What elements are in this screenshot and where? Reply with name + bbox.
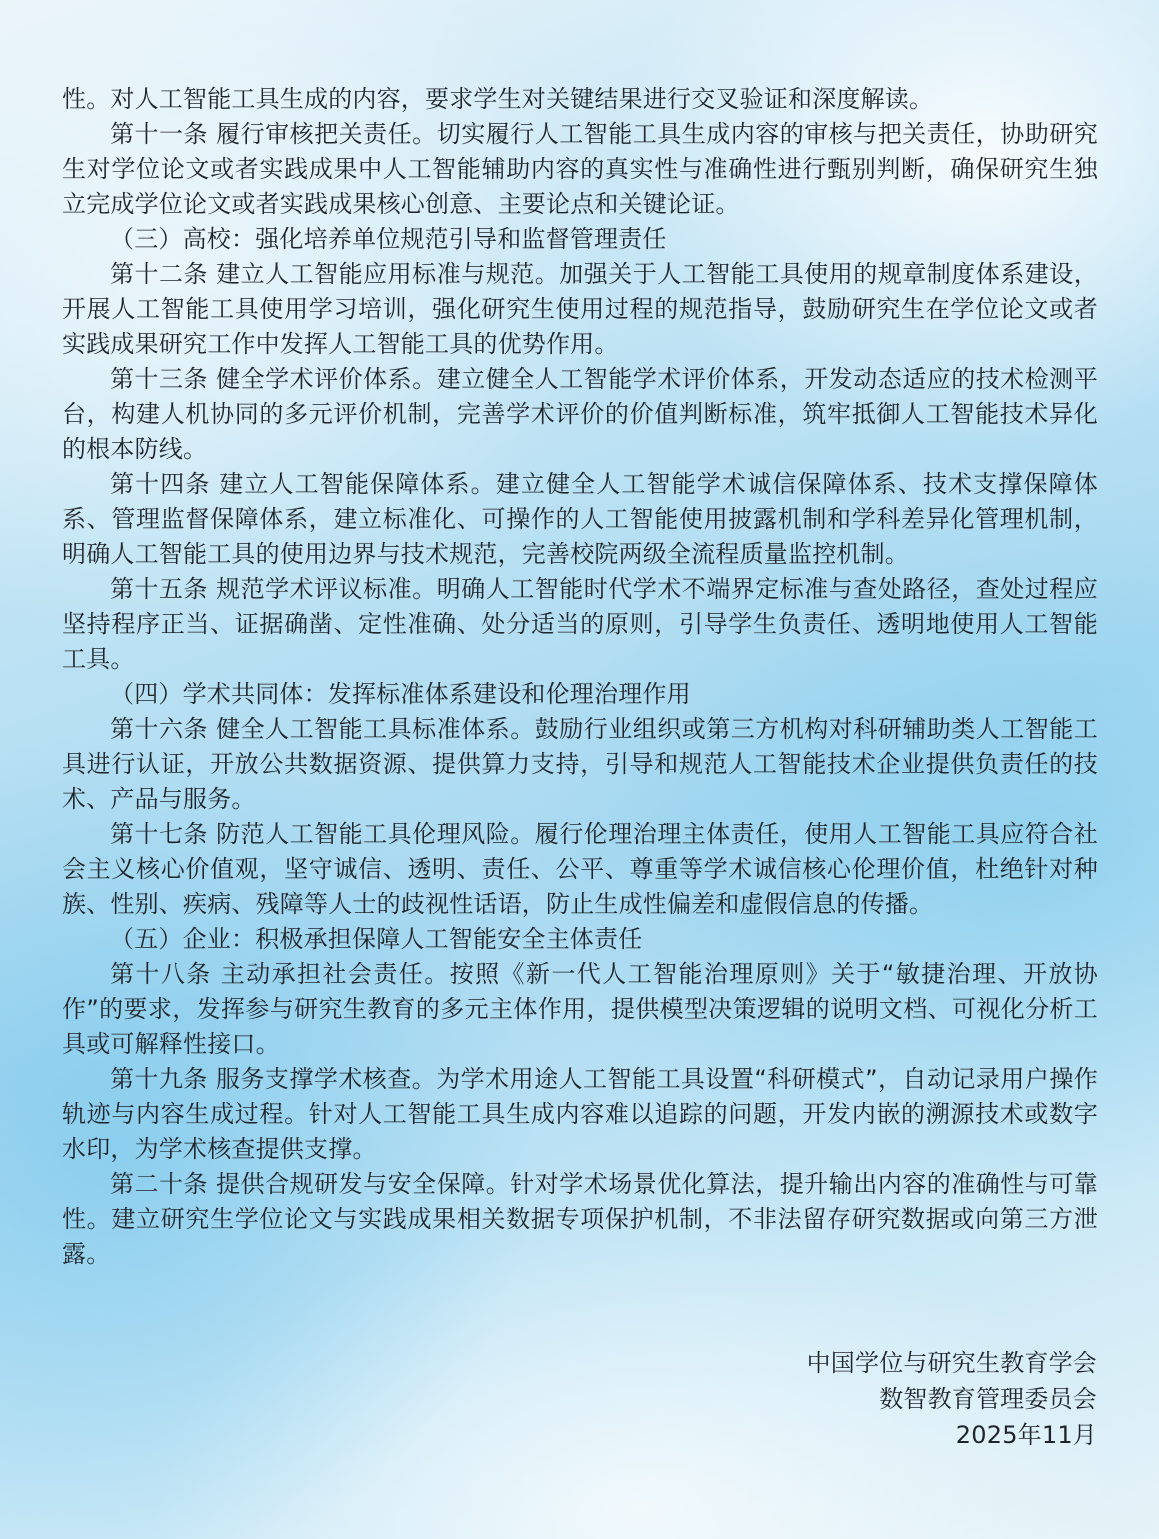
paragraph-continuation: 性。对人工智能工具生成的内容，要求学生对关键结果进行交叉验证和深度解读。 xyxy=(62,85,934,113)
article-20: 第二十条 提供合规研发与安全保障。针对学术场景优化算法，提升输出内容的准确性与可靠性。建立研究生学位论文与实践成果相关数据专项保护机制，不非法留存研究数据或向第三方泄露。 xyxy=(62,1170,1098,1268)
article-19: 第十九条 服务支撑学术核查。为学术用途人工智能工具设置“科研模式”，自动记录用户操作轨迹与内容生成过程。针对人工智能工具生成内容难以追踪的问题，开发内嵌的溯源技术或数字水印，为学术核查提供支撑。 xyxy=(62,1065,1098,1163)
article-11: 第十一条 履行审核把关责任。切实履行人工智能工具生成内容的审核与把关责任，协助研究生对学位论文或者实践成果中人工智能辅助内容的真实性与准确性进行甄别判断，确保研究生独立完成学位论文或者实践成果核心创意、主要论点和关键论证。 xyxy=(62,120,1098,218)
document-body xyxy=(62,82,1098,1272)
signature-date: 2025年11月 xyxy=(955,1421,1097,1449)
article-16: 第十六条 健全人工智能工具标准体系。鼓励行业组织或第三方机构对科研辅助类人工智能工具进行认证，开放公共数据资源、提供算力支持，引导和规范人工智能技术企业提供负责任的技术、产品与服务。 xyxy=(62,715,1098,813)
section-heading-universities: （三）高校：强化培养单位规范引导和监督管理责任 xyxy=(110,225,667,253)
section-heading-enterprises: （五）企业：积极承担保障人工智能安全主体责任 xyxy=(110,925,643,953)
article-15: 第十五条 规范学术评议标准。明确人工智能时代学术不端界定标准与查处路径，查处过程应坚持程序正当、证据确凿、定性准确、处分适当的原则，引导学生负责任、透明地使用人工智能工具。 xyxy=(62,575,1098,673)
signature-block xyxy=(807,1345,1097,1453)
article-13: 第十三条 健全学术评价体系。建立健全人工智能学术评价体系，开发动态适应的技术检测平台，构建人机协同的多元评价机制，完善学术评价的价值判断标准，筑牢抵御人工智能技术异化的根本防线。 xyxy=(62,365,1098,463)
article-12: 第十二条 建立人工智能应用标准与规范。加强关于人工智能工具使用的规章制度体系建设，开展人工智能工具使用学习培训，强化研究生使用过程的规范指导，鼓励研究生在学位论文或者实践成果研究工作中发挥人工智能工具的优势作用。 xyxy=(62,260,1098,358)
article-18: 第十八条 主动承担社会责任。按照《新一代人工智能治理原则》关于“敏捷治理、开放协作”的要求，发挥参与研究生教育的多元主体作用，提供模型决策逻辑的说明文档、可视化分析工具或可解释性接口。 xyxy=(62,960,1098,1058)
section-heading-academic-community: （四）学术共同体：发挥标准体系建设和伦理治理作用 xyxy=(110,680,691,708)
article-14: 第十四条 建立人工智能保障体系。建立健全人工智能学术诚信保障体系、技术支撑保障体系、管理监督保障体系，建立标准化、可操作的人工智能使用披露机制和学科差异化管理机制，明确人工智能工具的使用边界与技术规范，完善校院两级全流程质量监控机制。 xyxy=(62,470,1098,568)
article-17: 第十七条 防范人工智能工具伦理风险。履行伦理治理主体责任，使用人工智能工具应符合社会主义核心价值观，坚守诚信、透明、责任、公平、尊重等学术诚信核心伦理价值，杜绝针对种族、性别、疾病、残障等人士的歧视性话语，防止生成性偏差和虚假信息的传播。 xyxy=(62,820,1098,918)
signature-committee: 数智教育管理委员会 xyxy=(879,1385,1097,1413)
signature-organization: 中国学位与研究生教育学会 xyxy=(806,1349,1097,1377)
